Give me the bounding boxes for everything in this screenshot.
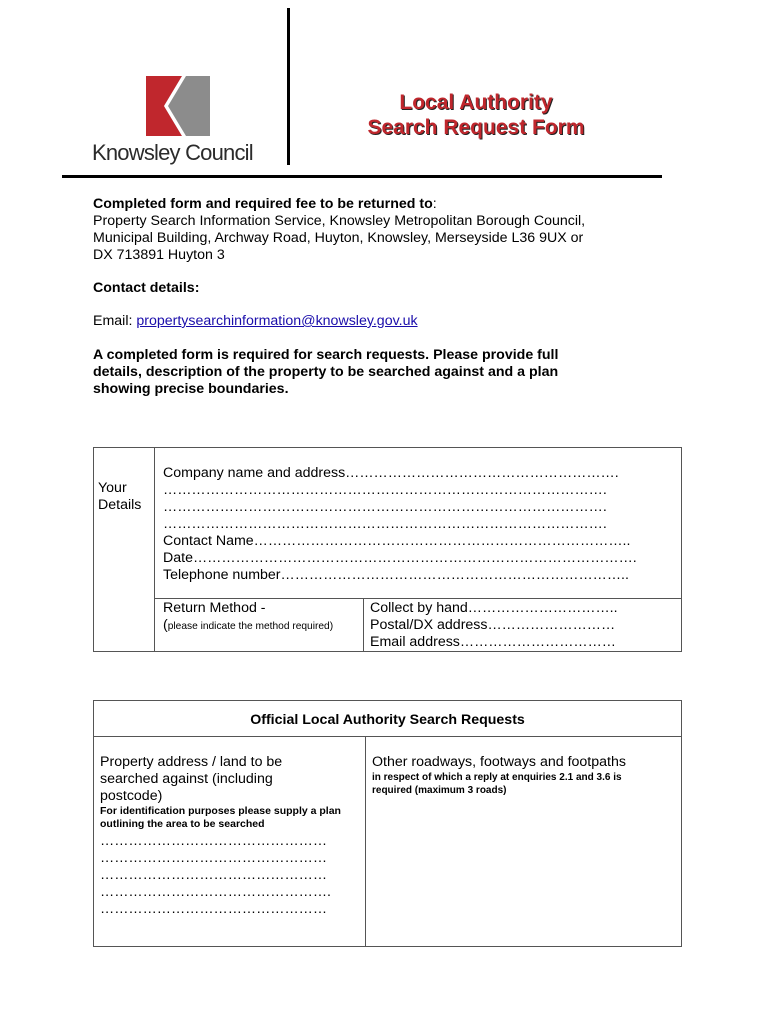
- address-dots-3[interactable]: ………………………………………………………………………………….: [163, 516, 607, 532]
- roadways-note: in respect of which a reply at enquiries 2.1 and 3.6 is required (maximum 3 roads): [372, 772, 622, 796]
- address-dots-2[interactable]: ………………………………………………………………………………….: [163, 499, 607, 515]
- return-method-cell: [155, 599, 364, 652]
- collect-by-hand-option[interactable]: Collect by hand…………………………..: [370, 600, 618, 616]
- header-rule: [62, 175, 662, 178]
- email-address-option[interactable]: Email address……………………………: [370, 634, 616, 650]
- property-dots-3[interactable]: …………………………………………: [100, 867, 327, 883]
- notice-line-2: details, description of the property to be searched against and a plan: [93, 364, 559, 380]
- search-heading-cell: [94, 701, 682, 737]
- property-dots-4[interactable]: ………………………………………….: [100, 884, 331, 900]
- details-fields-cell: [155, 448, 682, 599]
- address-line-2: Municipal Building, Archway Road, Huyton, Knowsley, Merseyside L36 9UX or: [93, 230, 584, 246]
- details-label-cell: [94, 448, 155, 652]
- header-divider: [287, 8, 290, 165]
- address-dots-1[interactable]: ………………………………………………………………………………….: [163, 482, 607, 498]
- contact-name-field[interactable]: Contact Name……………………………………………………………………..: [163, 533, 631, 549]
- contact-heading: Contact details:: [93, 280, 200, 296]
- details-label-line-1: Your: [98, 480, 127, 496]
- notice-line-1: A completed form is required for search requests. Please provide full: [93, 347, 559, 363]
- notice-line-3: showing precise boundaries.: [93, 381, 289, 397]
- property-address-cell: [94, 737, 366, 947]
- date-field[interactable]: Date………………………………………………………………………………….: [163, 550, 637, 566]
- address-line-1: Property Search Information Service, Knowsley Metropolitan Borough Council,: [93, 213, 586, 229]
- property-label-line-1: Property address / land to be: [100, 754, 283, 770]
- property-note: For identification purposes please supply a plan outlining the area to be searched: [100, 805, 341, 830]
- roadways-heading: Other roadways, footways and footpaths: [372, 754, 626, 770]
- details-label-line-2: Details: [98, 497, 142, 513]
- company-field[interactable]: Company name and address………………………………………………….: [163, 465, 619, 481]
- title-line-2: Search Request Form: [367, 116, 585, 139]
- address-line-3: DX 713891 Huyton 3: [93, 247, 225, 263]
- property-dots-1[interactable]: …………………………………………: [100, 833, 327, 849]
- property-label-line-2: searched against (including: [100, 771, 273, 787]
- logo-text: Knowsley Council: [92, 140, 253, 165]
- roadways-cell[interactable]: [366, 737, 682, 947]
- return-method-label: Return Method -: [163, 600, 266, 616]
- property-dots-5[interactable]: …………………………………………: [100, 901, 327, 917]
- email-link[interactable]: propertysearchinformation@knowsley.gov.uk: [136, 313, 418, 329]
- knowsley-logo-icon: [146, 76, 210, 136]
- page-title: [300, 90, 652, 140]
- return-method-note: (please indicate the method required): [163, 617, 334, 633]
- return-heading: Completed form and required fee to be returned to:: [93, 196, 437, 212]
- search-table-heading: Official Local Authority Search Requests: [250, 711, 525, 728]
- postal-dx-option[interactable]: Postal/DX address………………………: [370, 617, 616, 633]
- telephone-field[interactable]: Telephone number………………………………………………………………..: [163, 567, 629, 583]
- property-dots-2[interactable]: …………………………………………: [100, 850, 327, 866]
- search-requests-table: [93, 700, 682, 947]
- email-line: Email: propertysearchinformation@knowsley.gov.uk: [93, 313, 418, 329]
- property-label-line-3: postcode): [100, 788, 163, 804]
- details-table: [93, 447, 682, 652]
- title-line-1: Local Authority: [399, 91, 553, 114]
- return-options-cell: [364, 599, 682, 652]
